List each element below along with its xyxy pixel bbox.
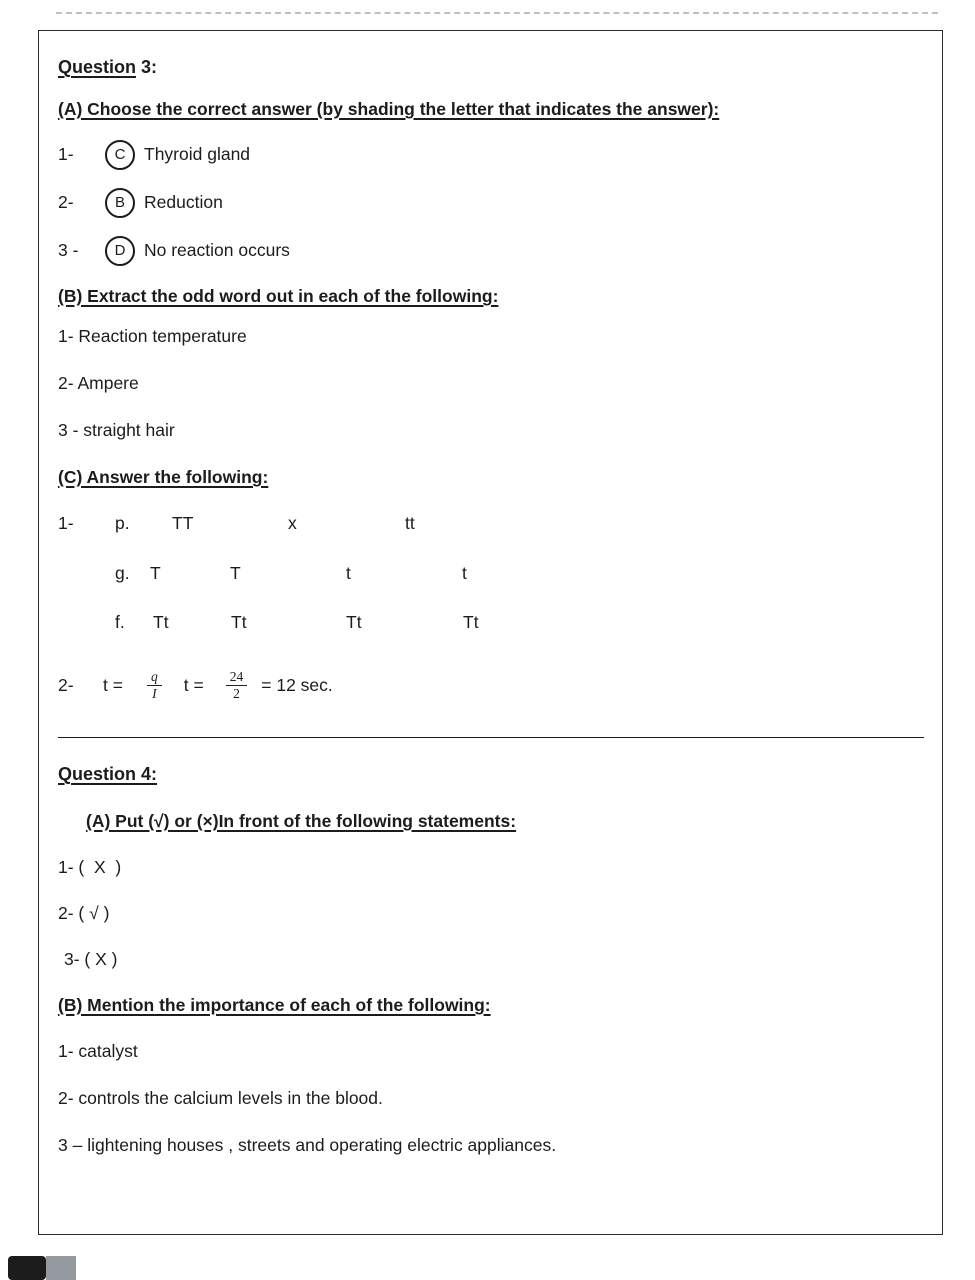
fraction-denominator: I <box>152 685 157 701</box>
q4-partA-heading: (A) Put (√) or (×)In front of the following statements: <box>86 811 517 831</box>
answer-text: No reaction occurs <box>144 240 290 260</box>
gamete-cell: T <box>150 563 161 583</box>
genotype-cell: TT <box>172 513 194 533</box>
q3-partC-heading: (C) Answer the following: <box>58 467 269 487</box>
offspring-cell: Tt <box>346 612 362 632</box>
fraction-numerator: 24 <box>226 669 248 686</box>
scan-artifact-dark <box>8 1256 46 1280</box>
importance-answer-3: 3 – lightening houses , streets and operating electric appliances. <box>58 1135 557 1155</box>
question4-title <box>58 764 922 785</box>
row-label-g: g. <box>115 563 130 583</box>
odd-word-answer-2: 2- Ampere <box>58 373 139 393</box>
item-number: 1- <box>58 513 74 533</box>
cross-symbol: x <box>288 513 297 533</box>
offspring-cell: Tt <box>153 612 169 632</box>
item-number: 2- <box>58 674 74 695</box>
check-answer-1: 1- ( X ) <box>58 857 122 877</box>
importance-answer-1: 1- catalyst <box>58 1041 138 1061</box>
scan-artifact-gray <box>46 1256 76 1280</box>
item-number: 3 - <box>58 240 79 260</box>
fraction-denominator: 2 <box>233 685 240 701</box>
mcq-answer-row-1 <box>58 139 922 170</box>
fraction-24-over-2 <box>226 669 248 701</box>
question3-title <box>58 57 922 78</box>
shaded-letter-circle: B <box>105 188 135 218</box>
equation-lhs: t = <box>103 674 123 695</box>
scan-dashed-line <box>56 12 938 14</box>
item-number: 1- <box>58 144 74 164</box>
answer-text: Reduction <box>144 192 223 212</box>
question3-title-number: 3: <box>136 57 158 77</box>
document-page <box>38 30 943 1235</box>
gamete-cell: t <box>346 563 351 583</box>
row-label-f: f. <box>115 612 125 632</box>
check-answer-2: 2- ( √ ) <box>58 903 110 923</box>
question4-title-text: Question 4: <box>58 764 158 784</box>
equation-line <box>58 659 922 711</box>
q3-partB-heading: (B) Extract the odd word out in each of the following: <box>58 286 499 306</box>
odd-word-answer-3: 3 - straight hair <box>58 420 175 440</box>
equation-result: = 12 sec. <box>261 674 333 695</box>
importance-answer-2: 2- controls the calcium levels in the blood. <box>58 1088 383 1108</box>
section-divider <box>58 737 924 738</box>
question3-title-word: Question <box>58 57 137 77</box>
q3-partA-heading: (A) Choose the correct answer (by shading the letter that indicates the answer): <box>58 99 720 119</box>
offspring-cell: Tt <box>463 612 479 632</box>
fraction-q-over-I <box>147 669 162 701</box>
gamete-cell: T <box>230 563 241 583</box>
mcq-answer-row-3 <box>58 235 922 266</box>
punnett-cross-work <box>58 513 922 659</box>
item-number: 2- <box>58 192 74 212</box>
shaded-letter-circle: C <box>105 140 135 170</box>
fraction-numerator: q <box>147 669 162 686</box>
answer-text: Thyroid gland <box>144 144 251 164</box>
offspring-cell: Tt <box>231 612 247 632</box>
shaded-letter-circle: D <box>105 236 135 266</box>
genotype-cell: tt <box>405 513 415 533</box>
gamete-cell: t <box>462 563 467 583</box>
mcq-answer-row-2 <box>58 187 922 218</box>
equation-lhs: t = <box>183 674 204 695</box>
check-answer-3: 3- ( X ) <box>64 949 118 969</box>
row-label-p: p. <box>115 513 130 533</box>
q4-partB-heading: (B) Mention the importance of each of the following: <box>58 995 491 1015</box>
odd-word-answer-1: 1- Reaction temperature <box>58 326 247 346</box>
